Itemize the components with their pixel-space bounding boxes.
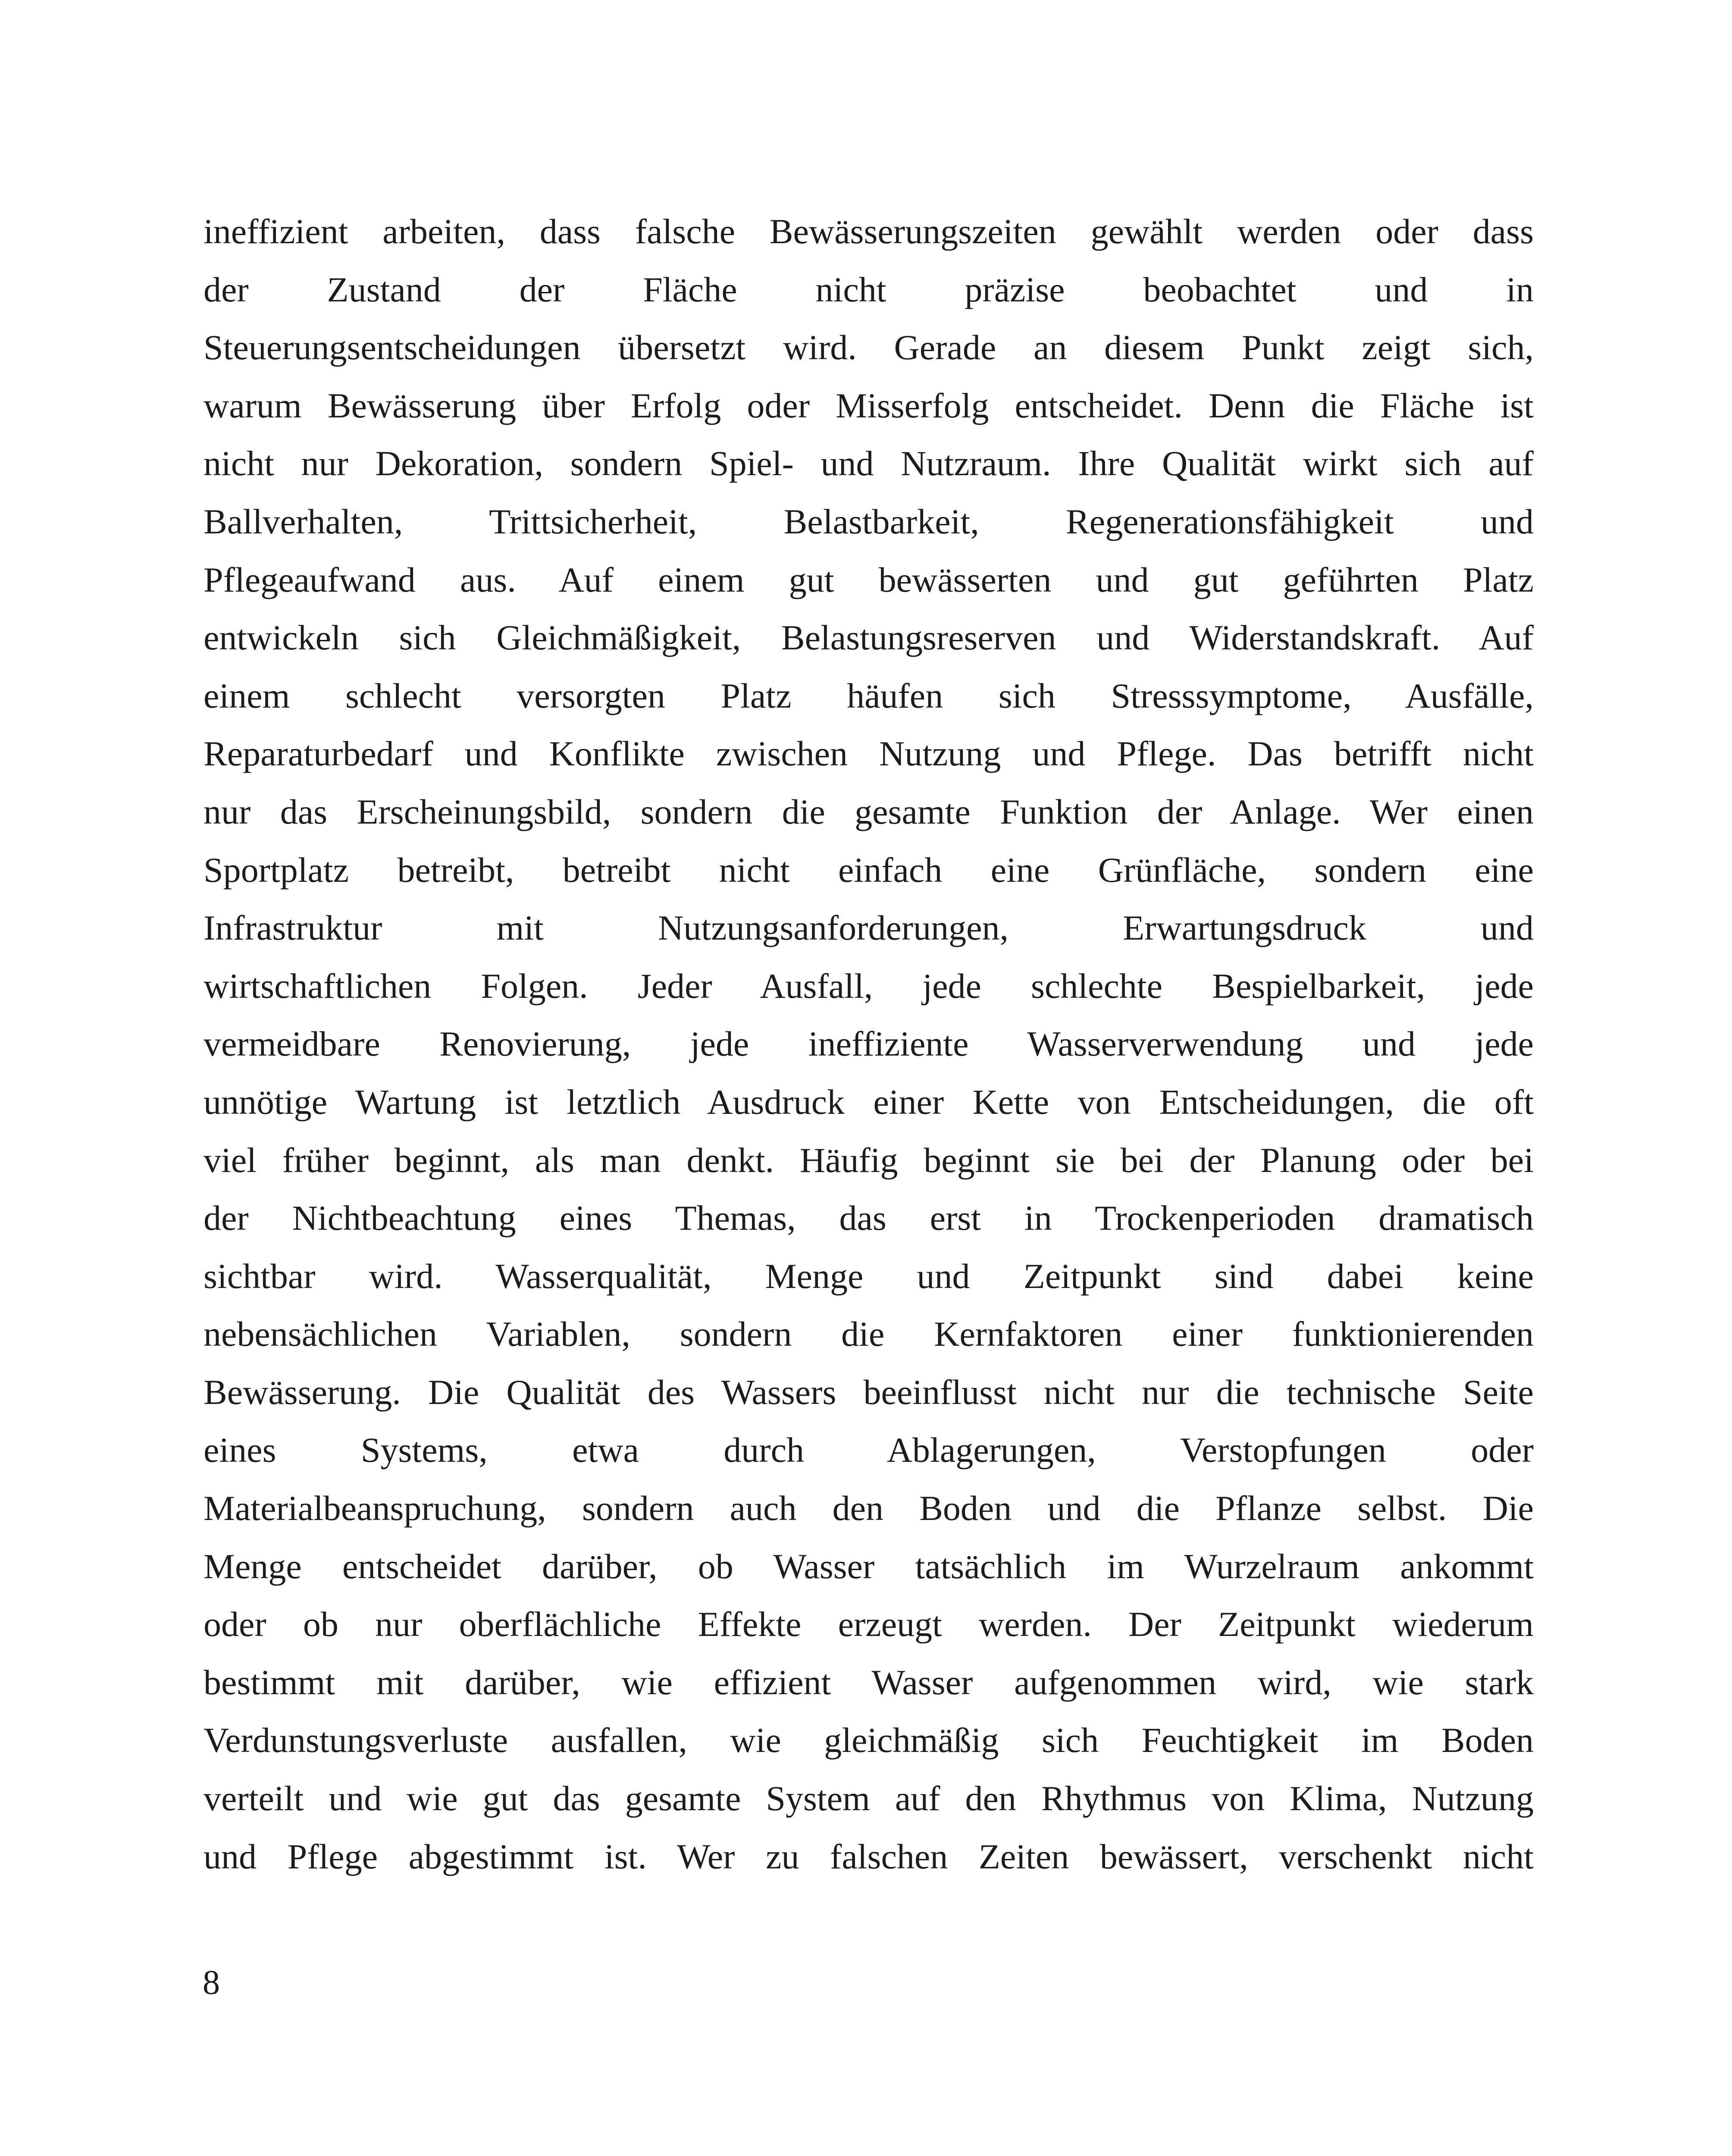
text-line: nicht nur Dekoration, sondern Spiel- und Nutzraum. Ihre Qualität wirkt sich auf bbox=[204, 444, 1534, 483]
text-line: Bewässerung. Die Qualität des Wassers beeinflusst nicht nur die technische Seite bbox=[204, 1372, 1534, 1412]
text-line: eines Systems, etwa durch Ablagerungen, Verstopfungen oder bbox=[204, 1430, 1534, 1470]
page-number: 8 bbox=[203, 1964, 220, 2002]
text-line: viel früher beginnt, als man denkt. Häufig beginnt sie bei der Planung oder bei bbox=[204, 1140, 1534, 1180]
text-line: einem schlecht versorgten Platz häufen sich Stresssymptome, Ausfälle, bbox=[204, 676, 1534, 715]
text-line: sichtbar wird. Wasserqualität, Menge und Zeitpunkt sind dabei keine bbox=[204, 1256, 1534, 1296]
text-line: nur das Erscheinungsbild, sondern die gesamte Funktion der Anlage. Wer einen bbox=[204, 792, 1534, 831]
text-line: Reparaturbedarf und Konflikte zwischen Nutzung und Pflege. Das betrifft nicht bbox=[204, 734, 1534, 774]
text-line: ineffizient arbeiten, dass falsche Bewässerungszeiten gewählt werden oder dass bbox=[204, 212, 1534, 251]
text-line: Menge entscheidet darüber, ob Wasser tatsächlich im Wurzelraum ankommt bbox=[204, 1546, 1534, 1586]
text-line: Infrastruktur mit Nutzungsanforderungen, Erwartungsdruck und bbox=[204, 908, 1534, 948]
text-line: Pflegeaufwand aus. Auf einem gut bewässerten und gut geführten Platz bbox=[204, 560, 1534, 599]
text-line: der Nichtbeachtung eines Themas, das erst in Trockenperioden dramatisch bbox=[204, 1198, 1534, 1238]
text-line: wirtschaftlichen Folgen. Jeder Ausfall, jede schlechte Bespielbarkeit, jede bbox=[204, 966, 1534, 1006]
text-line: Verdunstungsverluste ausfallen, wie gleichmäßig sich Feuchtigkeit im Boden bbox=[204, 1720, 1534, 1760]
text-line: nebensächlichen Variablen, sondern die Kernfaktoren einer funktionierenden bbox=[204, 1314, 1534, 1354]
text-line: entwickeln sich Gleichmäßigkeit, Belastungsreserven und Widerstandskraft. Auf bbox=[204, 618, 1534, 658]
text-line: Materialbeanspruchung, sondern auch den Boden und die Pflanze selbst. Die bbox=[204, 1489, 1534, 1528]
text-line: und Pflege abgestimmt ist. Wer zu falschen Zeiten bewässert, verschenkt nicht bbox=[204, 1836, 1534, 1876]
text-line: Steuerungsentscheidungen übersetzt wird. Gerade an diesem Punkt zeigt sich, bbox=[204, 328, 1534, 367]
text-line: vermeidbare Renovierung, jede ineffiziente Wasserverwendung und jede bbox=[204, 1024, 1534, 1064]
text-line: Sportplatz betreibt, betreibt nicht einfach eine Grünfläche, sondern eine bbox=[204, 850, 1534, 890]
text-line: verteilt und wie gut das gesamte System auf den Rhythmus von Klima, Nutzung bbox=[204, 1779, 1534, 1818]
body-paragraph bbox=[204, 203, 1534, 1886]
text-line: warum Bewässerung über Erfolg oder Misserfolg entscheidet. Denn die Fläche ist bbox=[204, 385, 1534, 425]
text-line: bestimmt mit darüber, wie effizient Wasser aufgenommen wird, wie stark bbox=[204, 1662, 1534, 1702]
text-line: Ballverhalten, Trittsicherheit, Belastbarkeit, Regenerationsfähigkeit und bbox=[204, 501, 1534, 541]
text-line: oder ob nur oberflächliche Effekte erzeugt werden. Der Zeitpunkt wiederum bbox=[204, 1604, 1534, 1644]
text-line: der Zustand der Fläche nicht präzise beobachtet und in bbox=[204, 270, 1534, 309]
text-line: unnötige Wartung ist letztlich Ausdruck einer Kette von Entscheidungen, die oft bbox=[204, 1082, 1534, 1122]
